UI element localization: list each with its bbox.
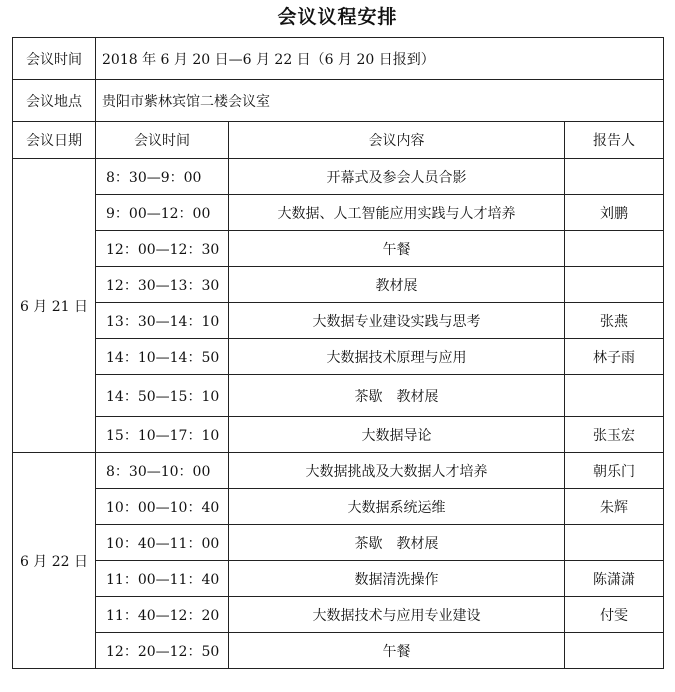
table-row [13,561,664,597]
session-content: 教材展 [229,267,565,303]
session-content: 数据清洗操作 [229,561,565,597]
session-time: 11：00—11：40 [96,561,229,597]
table-row [13,231,664,267]
info-place-value: 贵阳市紫林宾馆二楼会议室 [96,80,664,122]
session-speaker [565,231,664,267]
session-speaker: 付雯 [565,597,664,633]
table-row [13,633,664,669]
session-content: 开幕式及参会人员合影 [229,159,565,195]
session-time: 9：00—12：00 [96,195,229,231]
header-content: 会议内容 [229,122,565,159]
session-speaker [565,267,664,303]
session-time: 14：50—15：10 [96,375,229,417]
session-time: 10：40—11：00 [96,525,229,561]
session-time: 15：10—17：10 [96,417,229,453]
session-time: 11：40—12：20 [96,597,229,633]
day-date-cell: 6 月 22 日 [13,453,96,669]
session-time: 12：20—12：50 [96,633,229,669]
session-speaker [565,375,664,417]
info-row-time [13,38,664,80]
info-row-place [13,80,664,122]
session-speaker: 张玉宏 [565,417,664,453]
session-time: 12：00—12：30 [96,231,229,267]
session-speaker: 朱辉 [565,489,664,525]
header-row [13,122,664,159]
table-row [13,375,664,417]
table-row [13,453,664,489]
session-time: 10：00—10：40 [96,489,229,525]
session-content: 茶歇 教材展 [229,525,565,561]
session-time: 12：30—13：30 [96,267,229,303]
table-row [13,303,664,339]
info-place-label: 会议地点 [13,80,96,122]
table-row [13,417,664,453]
session-content: 大数据技术原理与应用 [229,339,565,375]
session-time: 8：30—9：00 [96,159,229,195]
table-row [13,339,664,375]
agenda-table [12,37,664,669]
header-speaker: 报告人 [565,122,664,159]
session-content: 大数据挑战及大数据人才培养 [229,453,565,489]
session-speaker: 刘鹏 [565,195,664,231]
table-row [13,525,664,561]
info-time-label: 会议时间 [13,38,96,80]
day-date-cell: 6 月 21 日 [13,159,96,453]
table-row [13,195,664,231]
session-speaker [565,633,664,669]
session-content: 大数据、人工智能应用实践与人才培养 [229,195,565,231]
table-row [13,159,664,195]
table-row [13,489,664,525]
header-date: 会议日期 [13,122,96,159]
session-content: 大数据技术与应用专业建设 [229,597,565,633]
session-speaker [565,159,664,195]
session-time: 8：30—10：00 [96,453,229,489]
session-content: 午餐 [229,231,565,267]
session-time: 14：10—14：50 [96,339,229,375]
session-content: 大数据导论 [229,417,565,453]
session-speaker: 张燕 [565,303,664,339]
table-row [13,597,664,633]
page-title: 会议议程安排 [277,6,398,28]
session-time: 13：30—14：10 [96,303,229,339]
session-content: 茶歇 教材展 [229,375,565,417]
session-content: 午餐 [229,633,565,669]
session-speaker: 林子雨 [565,339,664,375]
session-content: 大数据专业建设实践与思考 [229,303,565,339]
info-time-value: 2018 年 6 月 20 日—6 月 22 日（6 月 20 日报到） [96,38,664,80]
table-row [13,267,664,303]
session-speaker: 陈潇潇 [565,561,664,597]
header-time: 会议时间 [96,122,229,159]
session-content: 大数据系统运维 [229,489,565,525]
session-speaker: 朝乐门 [565,453,664,489]
session-speaker [565,525,664,561]
